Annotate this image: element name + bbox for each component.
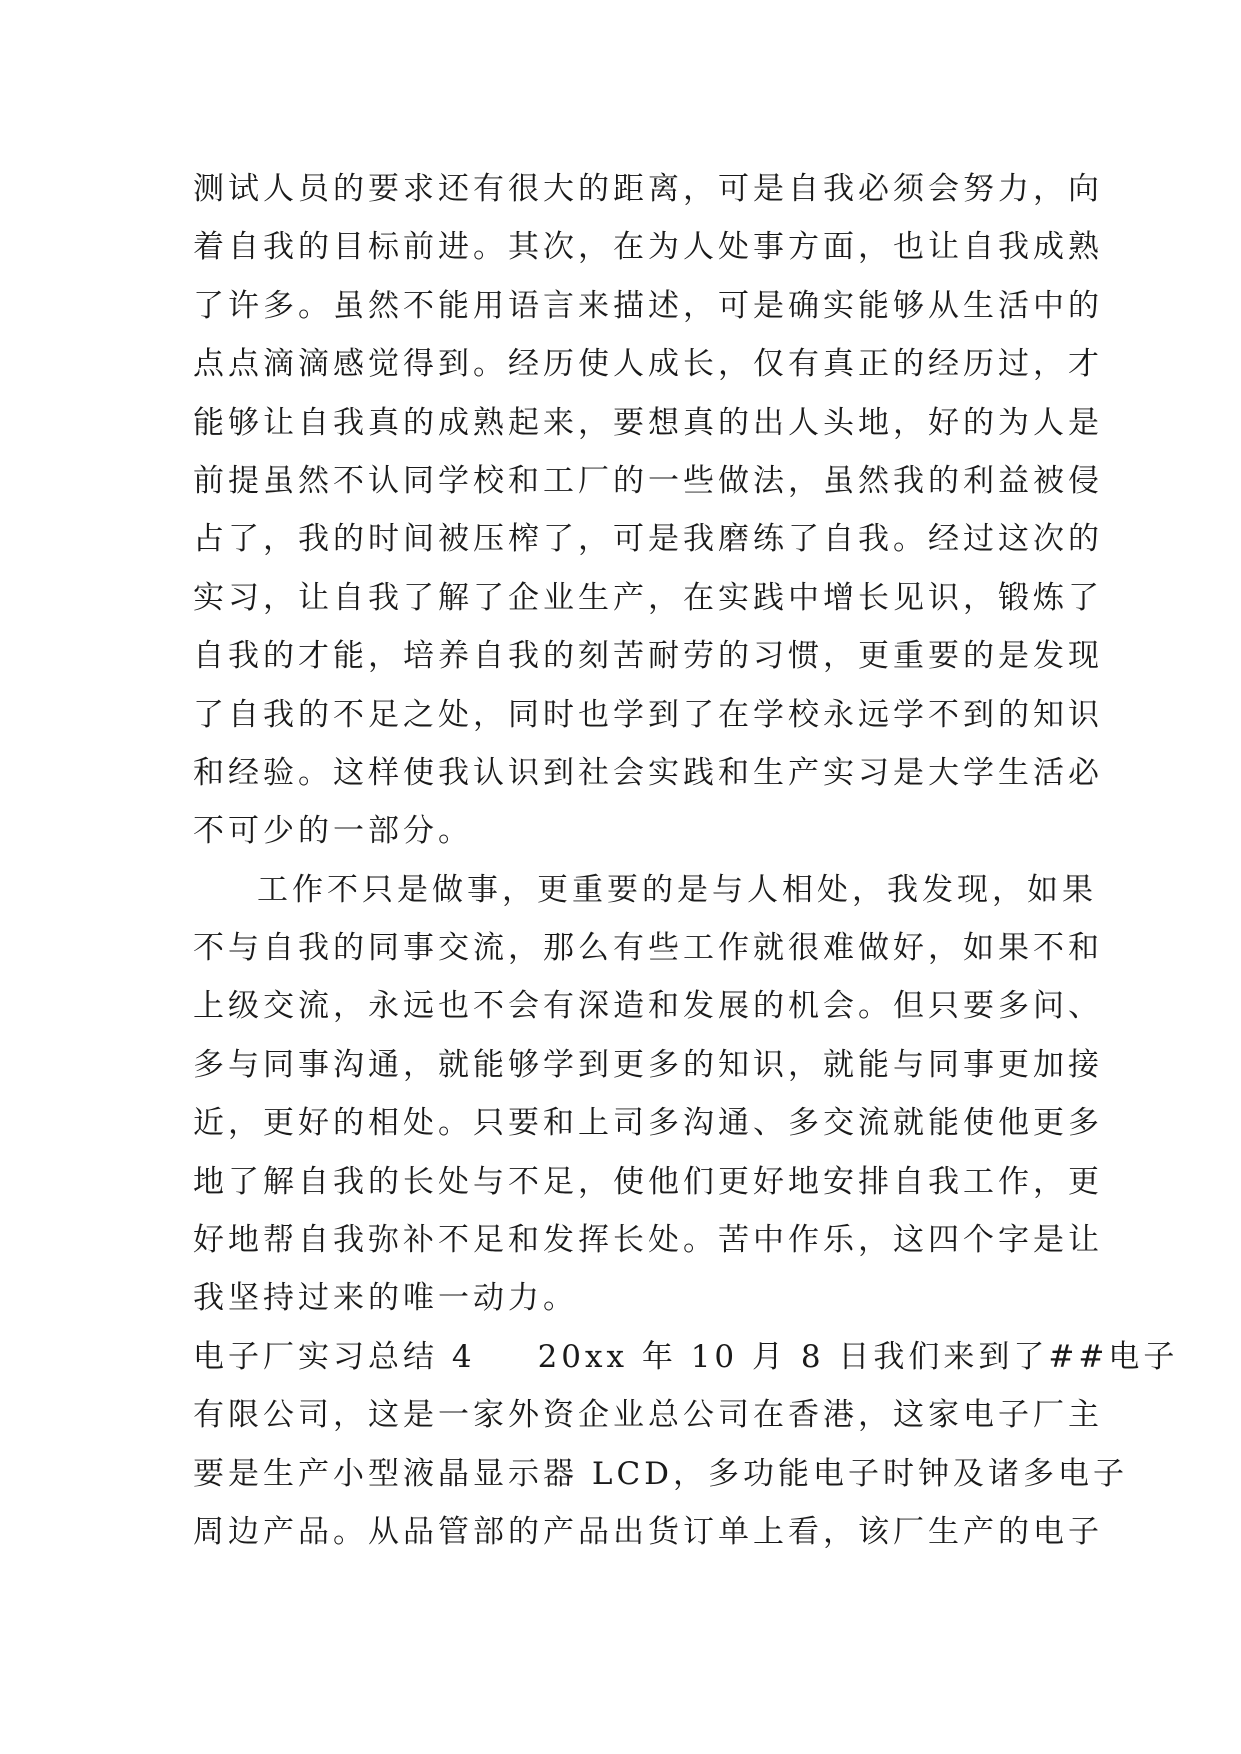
text-line: 好地帮自我弥补不足和发挥长处。苦中作乐，这四个字是让 (193, 1222, 1103, 1259)
text-line: 前提虽然不认同学校和工厂的一些做法，虽然我的利益被侵 (193, 462, 1103, 499)
text-line: 和经验。这样使我认识到社会实践和生产实习是大学生活必 (193, 754, 1103, 791)
text-line: 上级交流，永远也不会有深造和发展的机会。但只要多问、 (193, 988, 1103, 1025)
text-line: 不可少的一部分。 (193, 813, 473, 850)
text-line: 自我的才能，培养自我的刻苦耐劳的习惯，更重要的是发现 (193, 638, 1103, 675)
text-line: 地了解自我的长处与不足，使他们更好地安排自我工作，更 (193, 1163, 1103, 1200)
text-line: 20xx 年 10 月 8 日我们来到了##电子 (537, 1338, 1179, 1375)
text-line: 了自我的不足之处，同时也学到了在学校永远学不到的知识 (193, 696, 1103, 733)
paragraph-2 (193, 861, 1103, 1328)
text-line: 要是生产小型液晶显示器 LCD，多功能电子时钟及诸多电子 (193, 1455, 1129, 1492)
text-line: 占了，我的时间被压榨了，可是我磨练了自我。经过这次的 (193, 521, 1103, 558)
paragraph-3 (193, 1328, 1179, 1562)
text-line: 点点滴滴感觉得到。经历使人成长，仅有真正的经历过，才 (193, 346, 1103, 383)
text-line: 我坚持过来的唯一动力。 (193, 1280, 578, 1317)
text-line: 实习，让自我了解了企业生产，在实践中增长见识，锻炼了 (193, 579, 1103, 616)
document-body (193, 160, 1179, 1561)
text-line: 工作不只是做事，更重要的是与人相处，我发现，如果 (257, 871, 1097, 908)
text-line: 能够让自我真的成熟起来，要想真的出人头地，好的为人是 (193, 404, 1103, 441)
text-line: 近，更好的相处。只要和上司多沟通、多交流就能使他更多 (193, 1105, 1103, 1142)
section-title: 电子厂实习总结 4 (193, 1338, 476, 1375)
text-line: 周边产品。从品管部的产品出货订单上看，该厂生产的电子 (193, 1513, 1103, 1550)
text-line: 测试人员的要求还有很大的距离，可是自我必须会努力，向 (193, 171, 1103, 207)
paragraph-1 (193, 160, 1103, 861)
text-line: 多与同事沟通，就能够学到更多的知识，就能与同事更加接 (193, 1046, 1103, 1083)
text-line: 不与自我的同事交流，那么有些工作就很难做好，如果不和 (193, 930, 1103, 967)
section-heading-line (193, 1328, 1179, 1386)
text-line: 了许多。虽然不能用语言来描述，可是确实能够从生活中的 (193, 287, 1103, 324)
text-line: 着自我的目标前进。其次，在为人处事方面，也让自我成熟 (193, 229, 1103, 266)
text-line: 有限公司，这是一家外资企业总公司在香港，这家电子厂主 (193, 1397, 1103, 1434)
